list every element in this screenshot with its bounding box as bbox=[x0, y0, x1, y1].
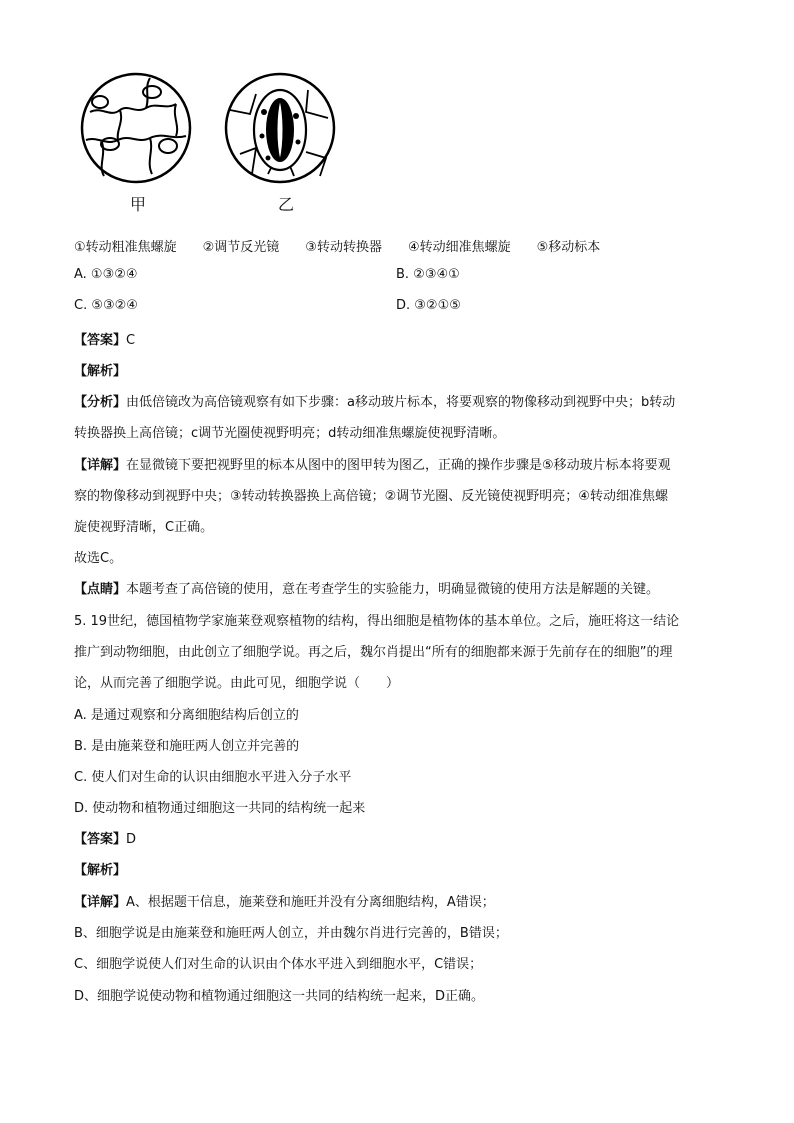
answer-value: C bbox=[126, 333, 136, 348]
q4-fenxi-line-1 bbox=[74, 391, 675, 410]
q4-option-d: D. ③②①⑤ bbox=[396, 298, 461, 313]
figure-label-jia: 甲 bbox=[130, 195, 147, 214]
answer-tag: 【答案】 bbox=[74, 333, 127, 348]
figure-label-yi: 乙 bbox=[278, 195, 295, 214]
q5-option-d: D. 使动物和植物通过细胞这一共同的结构统一起来 bbox=[74, 801, 366, 816]
q4-steps: ①转动粗准焦螺旋 ②调节反光镜 ③转动转换器 ④转动细准焦螺旋 ⑤移动标本 bbox=[74, 240, 601, 255]
q4-detail-line-3: 旋使视野清晰，C正确。 bbox=[74, 520, 214, 535]
detail-text-1: 在显微镜下要把视野里的标本从图中的图甲转为图乙，正确的操作步骤是⑤移动玻片标本将要观 bbox=[126, 458, 671, 473]
detail-tag: 【详解】 bbox=[74, 458, 127, 473]
q5-option-a: A. 是通过观察和分离细胞结构后创立的 bbox=[74, 708, 299, 723]
q5-detail-d: D、细胞学说使动物和植物通过细胞这一共同的结构统一起来，D正确。 bbox=[74, 989, 485, 1004]
q5-detail-a bbox=[74, 891, 495, 910]
analysis-tag: 【解析】 bbox=[74, 863, 127, 878]
q4-option-c: C. ⑤③②④ bbox=[74, 298, 138, 313]
q5-answer bbox=[74, 828, 136, 847]
q4-analysis-heading bbox=[74, 360, 126, 379]
point-tag: 【点睛】 bbox=[74, 582, 127, 597]
detail-text-a: A、根据题干信息，施莱登和施旺并没有分离细胞结构，A错误； bbox=[126, 895, 495, 910]
q4-detail-line-1 bbox=[74, 454, 671, 473]
q5-option-b: B. 是由施莱登和施旺两人创立并完善的 bbox=[74, 739, 300, 754]
q4-choose: 故选C。 bbox=[74, 551, 123, 566]
q5-detail-b: B、细胞学说是由施莱登和施旺两人创立，并由魏尔肖进行完善的，B错误； bbox=[74, 926, 508, 941]
q4-fenxi-line-2: 转换器换上高倍镜；c调节光圈使视野明亮；d转动细准焦螺旋使视野清晰。 bbox=[74, 426, 506, 441]
q4-answer bbox=[74, 329, 135, 348]
q4-option-b: B. ②③④① bbox=[396, 267, 460, 282]
q5-analysis-heading bbox=[74, 859, 126, 878]
q4-point bbox=[74, 578, 659, 597]
answer-value: D bbox=[126, 832, 137, 847]
q5-stem-line-2: 推广到动物细胞，由此创立了细胞学说。再之后，魏尔肖提出“所有的细胞都来源于先前存在的细胞”的理 bbox=[74, 645, 673, 660]
answer-tag: 【答案】 bbox=[74, 832, 127, 847]
q5-stem-line-3: 论，从而完善了细胞学说。由此可见，细胞学说（ ） bbox=[74, 676, 400, 691]
fenxi-text-1: 由低倍镜改为高倍镜观察有如下步骤：a移动玻片标本，将要观察的物像移动到视野中央；b转动 bbox=[126, 395, 676, 410]
detail-tag: 【详解】 bbox=[74, 895, 127, 910]
point-text: 本题考查了高倍镜的使用，意在考查学生的实验能力，明确显微镜的使用方法是解题的关键。 bbox=[126, 582, 660, 597]
microscope-figure bbox=[80, 70, 340, 220]
q5-detail-c: C、细胞学说使人们对生命的认识由个体水平进入到细胞水平，C错误； bbox=[74, 957, 483, 972]
analysis-tag: 【解析】 bbox=[74, 364, 127, 379]
view-jia-circle bbox=[82, 74, 190, 182]
microscope-views-illustration bbox=[80, 70, 340, 220]
q4-option-a: A. ①③②④ bbox=[74, 267, 138, 282]
q5-stem-line-1: 5. 19世纪，德国植物学家施莱登观察植物的结构，得出细胞是植物体的基本单位。之后，施旺将这一结论 bbox=[74, 614, 680, 629]
q4-detail-line-2: 察的物像移动到视野中央；③转动转换器换上高倍镜；②调节光圈、反光镜使视野明亮；④转动细准焦螺 bbox=[74, 489, 668, 504]
q5-option-c: C. 使人们对生命的认识由细胞水平进入分子水平 bbox=[74, 770, 352, 785]
view-yi-circle bbox=[226, 74, 334, 182]
fenxi-tag: 【分析】 bbox=[74, 395, 127, 410]
